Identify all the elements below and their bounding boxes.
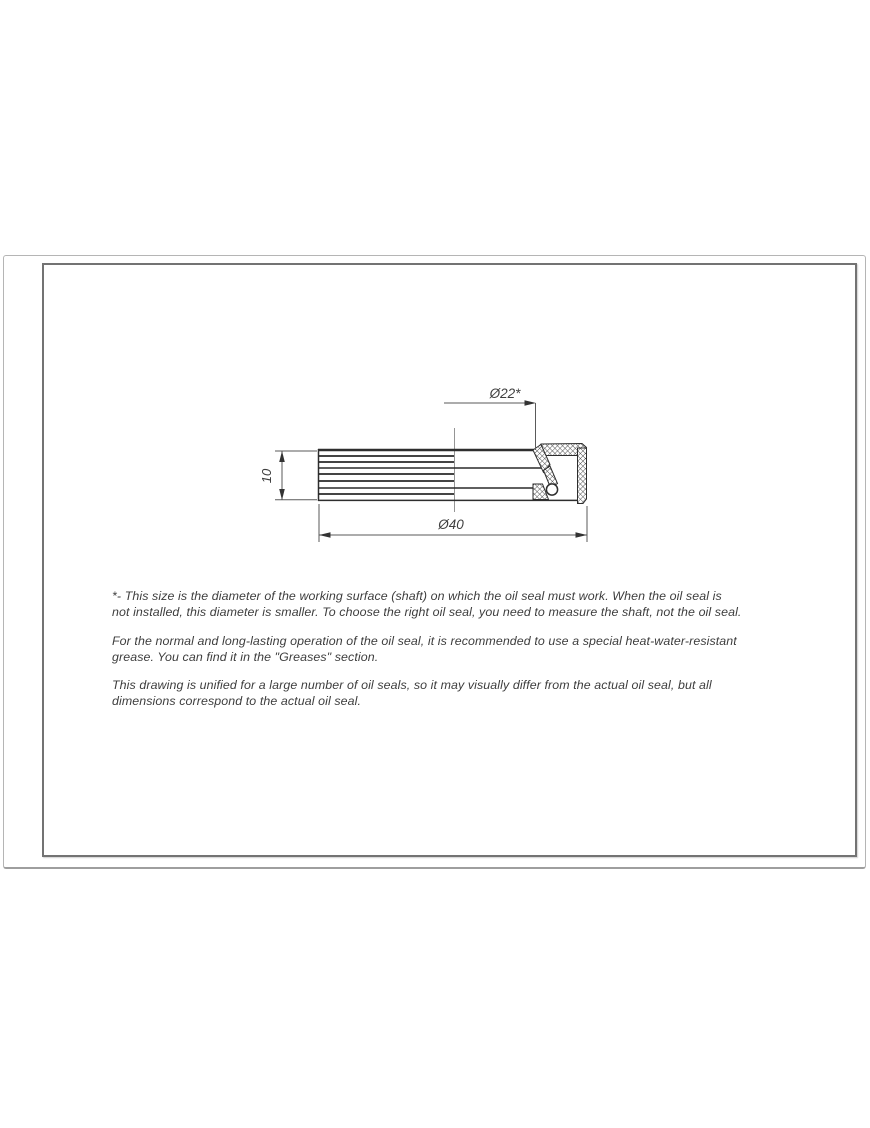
footnote-grease-line2: grease. You can find it in the "Greases" section. [112, 650, 379, 664]
oil-seal-technical-drawing [250, 378, 610, 548]
garter-spring [546, 484, 557, 495]
case-right-strip [578, 448, 587, 504]
footnote-unified-drawing-line2: dimensions correspond to the actual oil seal. [112, 694, 362, 708]
height-label: 10 [259, 468, 274, 484]
arrowhead-right [525, 400, 537, 406]
footnote-shaft-size-line1: *- This size is the diameter of the working surface (shaft) on which the oil seal must work. When the oil seal is [112, 589, 722, 603]
footnote-grease [112, 633, 822, 665]
outer-diameter-dimension [319, 504, 587, 542]
outer-diameter-label: Ø40 [438, 517, 464, 532]
arrowhead-up [279, 451, 285, 462]
footnote-unified-drawing-line1: This drawing is unified for a large number of oil seals, so it may visually differ from the actual oil seal, but all [112, 678, 712, 692]
footnote-unified-drawing [112, 677, 822, 709]
height-dimension [259, 451, 317, 500]
shaft-diameter-label: Ø22* [489, 386, 521, 401]
arrowhead-down [279, 489, 285, 500]
footnote-grease-line1: For the normal and long-lasting operation of the oil seal, it is recommended to use a special heat-water-resistant [112, 634, 737, 648]
arrowhead-right [576, 532, 588, 538]
shaft-diameter-dimension [444, 386, 536, 450]
seal-cross-section [533, 444, 587, 504]
drawing-sheet [42, 263, 857, 857]
footnote-shaft-size-line2: not installed, this diameter is smaller. To choose the right oil seal, you need to measure the shaft, not the oil seal. [112, 605, 742, 619]
arrowhead-left [319, 532, 331, 538]
footnote-shaft-size [112, 588, 822, 620]
